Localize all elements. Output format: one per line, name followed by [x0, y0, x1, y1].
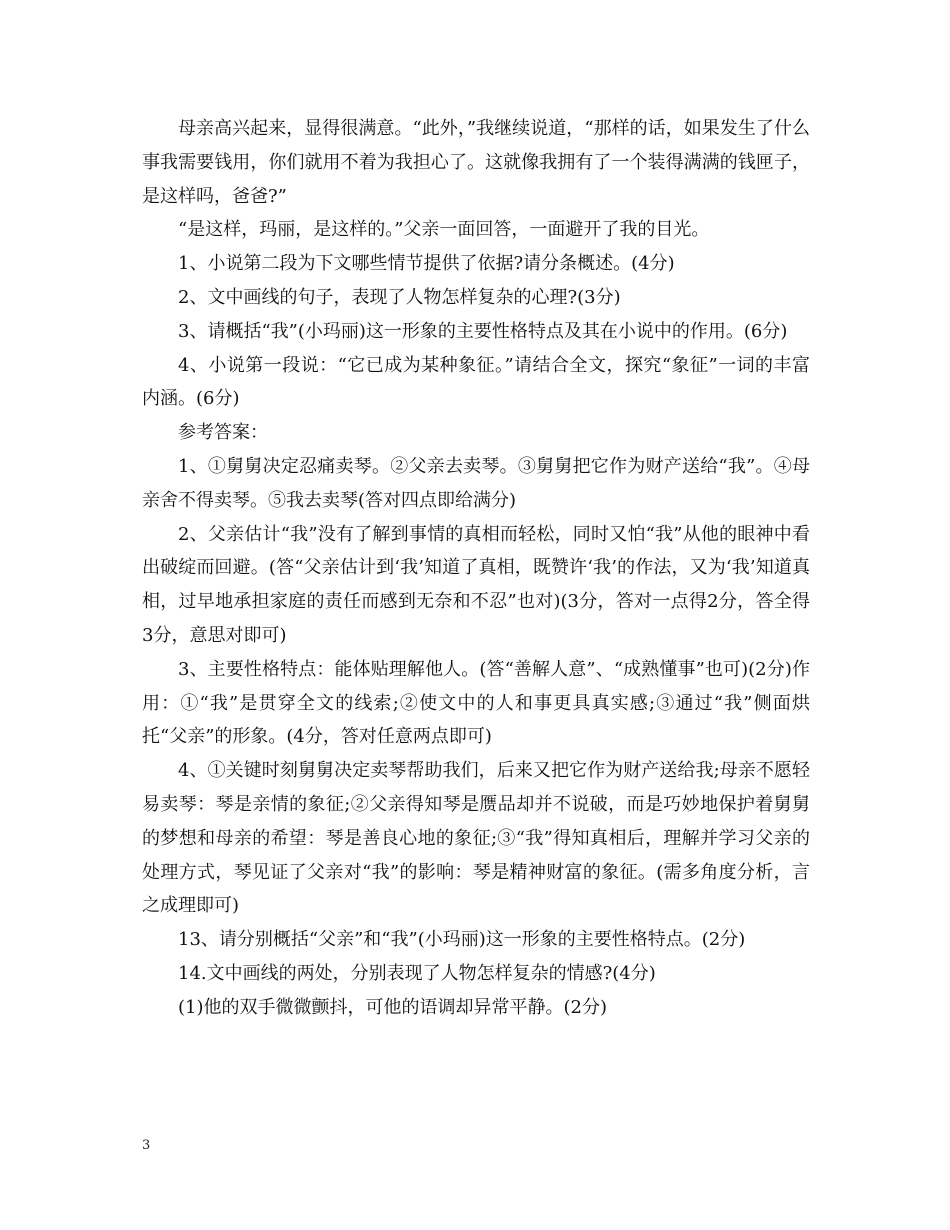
answer-2: 2、父亲估计“我”没有了解到事情的真相而轻松，同时又怕“我”从他的眼神中看出破绽而回避。(答“父亲估计到‘我’知道了真相，既赞许‘我’的作法，又为‘我’知道真相，过早地承担家庭的责任而感到无奈和不忍”也对)(3分，答对一点得2分，答全得3分，意思对即可) [142, 523, 810, 646]
paragraph-dialogue-1: 母亲高兴起来，显得很满意。“此外，”我继续说道，“那样的话，如果发生了什么事我需要钱用，你们就用不着为我担心了。这就像我拥有了一个装得满满的钱匣子，是这样吗，爸爸?” [142, 118, 810, 207]
question-3: 3、请概括“我”(小玛丽)这一形象的主要性格特点及其在小说中的作用。(6分) [178, 320, 788, 342]
answer-3: 3、主要性格特点：能体贴理解他人。(答“善解人意”、“成熟懂事”也可)(2分)作用：①“我”是贯穿全文的线索;②使文中的人和事更具真实感;③通过“我”侧面烘托“父亲”的形象。(4分，答对任意两点即可) [142, 658, 810, 748]
answer-4: 4、①关键时刻舅舅决定卖琴帮助我们，后来又把它作为财产送给我;母亲不愿轻易卖琴：琴是亲情的象征;②父亲得知琴是赝品却并不说破，而是巧妙地保护着舅舅的梦想和母亲的希望：琴是善良心地的象征;③“我”得知真相后，理解并学习父亲的处理方式，琴见证了父亲对“我”的影响：琴是精神财富的象征。(需多角度分析，言之成理即可) [142, 760, 810, 917]
question-1: 1、小说第二段为下文哪些情节提供了依据?请分条概述。(4分) [178, 253, 675, 275]
question-2: 2、文中画线的句子，表现了人物怎样复杂的心理?(3分) [178, 286, 621, 308]
paragraph-dialogue-2: “是这样，玛丽，是这样的。”父亲一面回答，一面避开了我的目光。 [178, 219, 710, 241]
answer-heading: 参考答案： [178, 422, 268, 444]
page-number: 3 [142, 1138, 151, 1153]
question-14: 14.文中画线的两处，分别表现了人物怎样复杂的情感?(4分) [178, 962, 656, 984]
question-4: 4、小说第一段说：“它已成为某种象征。”请结合全文，探究“象征”一词的丰富内涵。(6分) [142, 354, 810, 410]
document-body [142, 112, 810, 1025]
question-14-part-1: (1)他的双手微微颤抖，可他的语调却异常平静。(2分) [178, 996, 607, 1018]
question-13: 13、请分别概括“父亲”和“我”(小玛丽)这一形象的主要性格特点。(2分) [178, 929, 746, 951]
answer-1: 1、①舅舅决定忍痛卖琴。②父亲去卖琴。③舅舅把它作为财产送给“我”。④母亲舍不得卖琴。⑤我去卖琴(答对四点即给满分) [142, 455, 810, 511]
